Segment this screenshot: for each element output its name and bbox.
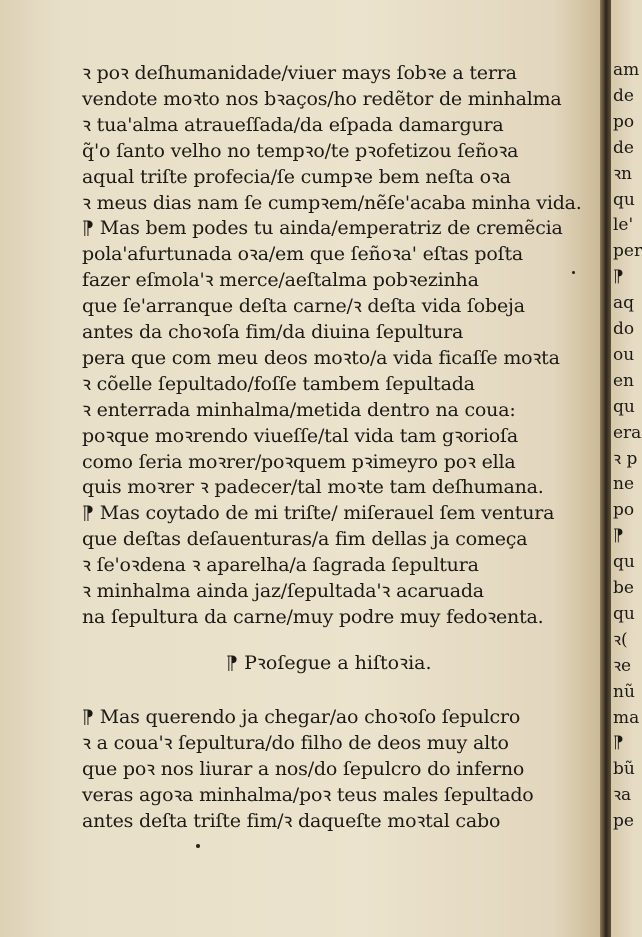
facing-page-fragment: ou bbox=[613, 344, 635, 365]
facing-page-fragment: de bbox=[613, 137, 634, 158]
text-line: ꝛ minhalma ainda jaz/ſepultada'ꝛ acaruada bbox=[82, 580, 484, 602]
facing-page-fragment: ma bbox=[613, 707, 640, 728]
text-line: que ſe'arranque deſta carne/ꝛ deſta vida ſobeja bbox=[82, 295, 525, 318]
text-line: poꝛque moꝛrendo viueſſe/tal vida tam gꝛorioſa bbox=[82, 424, 518, 447]
facing-page-fragment: qu bbox=[613, 552, 635, 573]
text-line: ꝛ meus dias nam ſe cumpꝛem/nẽſe'acaba minha vida. bbox=[82, 191, 582, 214]
facing-page-fragment: ꝛn bbox=[613, 163, 633, 184]
facing-page-fragment: ne bbox=[613, 474, 635, 495]
facing-page-fragment: nũ bbox=[613, 681, 635, 702]
text-line: ⁋ Mas bem podes tu ainda/emperatriz de cremẽcia bbox=[82, 217, 563, 240]
facing-page-fragment: de bbox=[613, 85, 634, 106]
text-line: fazer eſmola'ꝛ merce/aeſtalma pobꝛezinha bbox=[82, 269, 479, 292]
facing-page-fragment: pe bbox=[613, 811, 634, 832]
text-line: ꝛ ſe'oꝛdena ꝛ aparelha/a ſagrada ſepultura bbox=[82, 554, 479, 577]
facing-page-fragment: qu bbox=[613, 396, 635, 417]
facing-page-fragment: bũ bbox=[613, 759, 635, 780]
facing-page-fragment: ꝛa bbox=[613, 785, 632, 806]
text-line: q̃'o ſanto velho no tempꝛo/te pꝛofetizou ſeñoꝛa bbox=[82, 139, 519, 162]
facing-page-fragment: era bbox=[613, 422, 642, 443]
text-line: antes deſta triſte fim/ꝛ daqueſte moꝛtal cabo bbox=[82, 809, 501, 832]
text-line: antes da choꝛoſa fim/da diuina ſepultura bbox=[82, 321, 464, 343]
text-line: ⁋ Mas coytado de mi triſte/ miſerauel ſem ventura bbox=[82, 502, 555, 525]
facing-page-fragment: ꝛe bbox=[613, 655, 632, 676]
facing-page-fragment: qu bbox=[613, 603, 635, 624]
section-heading: ⁋ Pꝛoſegue a hiſtoꝛia. bbox=[226, 652, 432, 674]
text-line: ꝛ a coua'ꝛ ſepultura/do filho de deos muy alto bbox=[82, 731, 509, 754]
facing-page-fragment: ⁋ bbox=[613, 733, 624, 754]
facing-page-fragment: aq bbox=[613, 293, 635, 314]
text-line: que deſtas deſauenturas/a fim dellas ja começa bbox=[82, 528, 528, 551]
text-line: na ſepultura da carne/muy podre muy fedoꝛenta. bbox=[82, 605, 544, 628]
text-line: aqual triſte profecia/ſe cumpꝛe bem neſta oꝛa bbox=[82, 165, 511, 188]
facing-page-edge bbox=[611, 0, 642, 937]
facing-page-fragment: po bbox=[613, 111, 635, 132]
ink-mark bbox=[572, 271, 575, 274]
facing-page-fragment: po bbox=[613, 500, 635, 521]
facing-page-fragment: am bbox=[613, 60, 640, 80]
facing-page-fragment: do bbox=[613, 319, 635, 339]
text-line: ꝛ tua'alma atraueſſada/da eſpada damargura bbox=[82, 113, 504, 136]
text-line: veras agoꝛa minhalma/poꝛ teus males ſepultado bbox=[82, 783, 534, 806]
text-line: vendote moꝛto nos bꝛaços/ho redẽtor de minhalma bbox=[82, 87, 562, 110]
text-line: ⁋ Mas querendo ja chegar/ao choꝛoſo ſepulcro bbox=[82, 706, 521, 728]
text-line: ꝛ poꝛ deſhumanidade/viuer mays ſobꝛe a terra bbox=[82, 62, 517, 84]
text-line: que poꝛ nos liurar a nos/do ſepulcro do inferno bbox=[82, 757, 525, 780]
facing-page-fragment: ꝛ( bbox=[613, 629, 628, 650]
text-line: ꝛ enterrada minhalma/metida dentro na coua: bbox=[82, 398, 516, 421]
facing-page-fragment: ⁋ bbox=[613, 526, 624, 547]
text-line: pola'afurtunada oꝛa/em que ſeñoꝛa' eſtas poſta bbox=[82, 243, 524, 266]
facing-page-fragment: ꝛ p bbox=[613, 448, 638, 469]
text-line: quis moꝛrer ꝛ padecer/tal moꝛte tam deſhumana. bbox=[82, 476, 544, 499]
facing-page-fragment: ⁋ bbox=[613, 267, 624, 288]
facing-page-fragment: qu bbox=[613, 189, 635, 210]
ink-mark bbox=[196, 844, 200, 848]
text-line: pera que com meu deos moꝛto/a vida ficaſſe moꝛta bbox=[82, 346, 560, 369]
facing-page-fragment: per bbox=[613, 241, 642, 262]
text-line: como ſeria moꝛrer/poꝛquem pꝛimeyro poꝛ ella bbox=[82, 450, 516, 473]
facing-page-fragment: le' bbox=[613, 215, 634, 236]
facing-page-fragment: en bbox=[613, 370, 635, 391]
text-line: ꝛ cõelle ſepultado/foſſe tambem ſepultada bbox=[82, 372, 475, 395]
facing-page-fragment: be bbox=[613, 578, 634, 598]
